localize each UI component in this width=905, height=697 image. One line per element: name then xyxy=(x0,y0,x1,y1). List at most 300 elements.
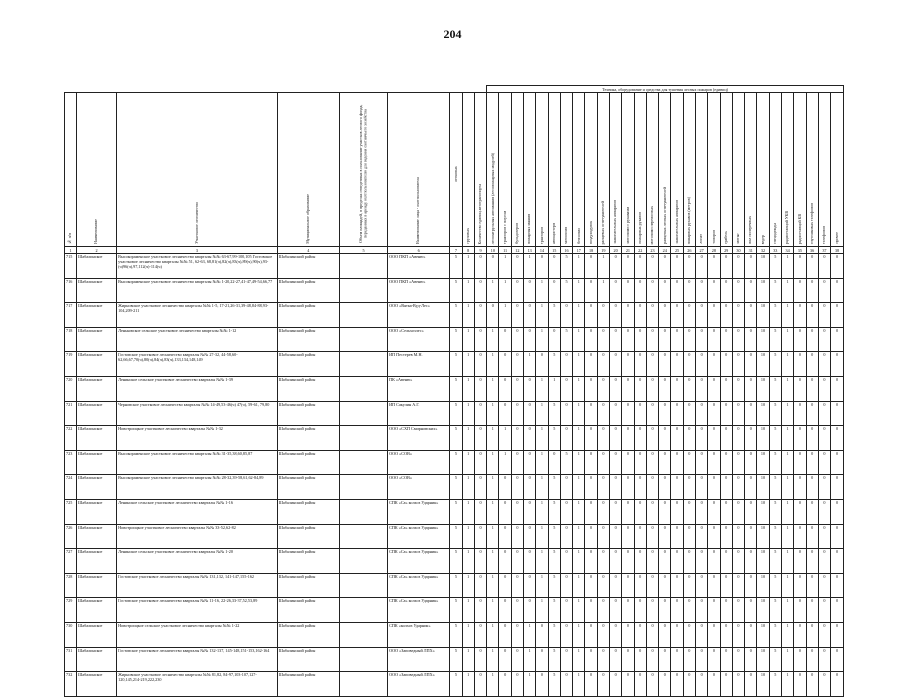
row-value: 0 xyxy=(474,254,486,279)
row-value: 0 xyxy=(524,303,536,328)
row-value: 0 xyxy=(695,450,707,475)
row-value: 1 xyxy=(781,303,793,328)
row-value: 0 xyxy=(794,499,806,524)
row-value: 0 xyxy=(732,352,744,377)
row-municipality: Шабалинский район xyxy=(277,401,339,426)
row-region: Шабалинское xyxy=(77,647,117,672)
row-value: 1 xyxy=(536,278,548,303)
row-region: Шабалинское xyxy=(77,254,117,279)
col-value-30-label: спутниковых телефонов xyxy=(808,202,814,244)
row-value: 1 xyxy=(487,327,499,352)
col-value-27 xyxy=(769,93,781,247)
row-value: 0 xyxy=(622,450,634,475)
row-value: 0 xyxy=(671,426,683,451)
row-value: 1 xyxy=(781,450,793,475)
col-value-8-label: тракторов xyxy=(538,226,544,244)
row-value: 5 xyxy=(548,672,560,697)
col-value-18-label: ранцевых лесных огнетушителей xyxy=(661,187,667,244)
row-value: 0 xyxy=(671,672,683,697)
row-hunting-ground: Ленинское сельское участковое лесничество кварталы №№ 1-39 xyxy=(117,376,278,401)
row-value: 0 xyxy=(585,352,597,377)
table-row xyxy=(65,622,844,647)
row-value: 0 xyxy=(831,622,844,647)
row-value: 0 xyxy=(474,598,486,623)
equipment-table xyxy=(64,85,844,697)
row-value: 1 xyxy=(499,426,511,451)
row-value: 0 xyxy=(646,598,658,623)
row-value: 1 xyxy=(573,647,585,672)
row-value: 1 xyxy=(487,499,499,524)
row-value: 0 xyxy=(794,376,806,401)
row-value: 5 xyxy=(769,647,781,672)
row-value: 0 xyxy=(683,327,695,352)
row-value: 0 xyxy=(806,672,818,697)
row-value: 5 xyxy=(450,303,462,328)
row-value: 1 xyxy=(781,622,793,647)
row-value: 0 xyxy=(634,549,646,574)
row-value: 0 xyxy=(610,450,622,475)
row-value: 0 xyxy=(806,426,818,451)
row-value: 1 xyxy=(487,401,499,426)
row-value: 1 xyxy=(573,303,585,328)
row-municipality: Шабалинский район xyxy=(277,573,339,598)
row-value: 0 xyxy=(610,524,622,549)
row-value: 0 xyxy=(695,475,707,500)
row-region: Шабалинское xyxy=(77,524,117,549)
column-number: 14 xyxy=(536,247,548,254)
table-row xyxy=(65,549,844,574)
row-value: 5 xyxy=(450,254,462,279)
col-value-15-label: мотопомп с рукавами xyxy=(624,207,630,244)
row-value: 0 xyxy=(683,549,695,574)
row-value: 0 xyxy=(745,524,757,549)
row-number: 721 xyxy=(65,401,77,426)
row-value: 0 xyxy=(794,426,806,451)
row-area xyxy=(339,303,387,328)
row-number: 728 xyxy=(65,573,77,598)
row-value: 0 xyxy=(646,426,658,451)
table-row xyxy=(65,573,844,598)
row-value: 1 xyxy=(781,573,793,598)
row-hunting-ground: Ленинское сельское участковое лесничество кварталы №№ 1-20 xyxy=(117,549,278,574)
col-value-8 xyxy=(536,93,548,247)
col-value-19-label: зажигательных аппаратов xyxy=(673,200,679,244)
row-value: 0 xyxy=(499,352,511,377)
row-value: 0 xyxy=(745,303,757,328)
row-value: 0 xyxy=(622,278,634,303)
row-value: 0 xyxy=(536,622,548,647)
row-value: 1 xyxy=(462,303,474,328)
row-value: 1 xyxy=(536,401,548,426)
row-region: Шабалинское xyxy=(77,426,117,451)
row-value: 0 xyxy=(499,647,511,672)
row-value: 0 xyxy=(524,327,536,352)
col-value-21 xyxy=(695,93,707,247)
row-value: 5 xyxy=(769,573,781,598)
row-user: ООО «СОВ» xyxy=(388,475,450,500)
row-value: 0 xyxy=(585,475,597,500)
row-value: 1 xyxy=(573,426,585,451)
row-value: 1 xyxy=(536,450,548,475)
row-area xyxy=(339,376,387,401)
row-hunting-ground: Леньковское сельское участковое лесничество кварталы №№ 1-12 xyxy=(117,327,278,352)
row-user: ООО ПКП «Авеню» xyxy=(388,278,450,303)
row-value: 1 xyxy=(487,376,499,401)
row-value: 0 xyxy=(634,499,646,524)
table-row xyxy=(65,254,844,279)
col-value-3-label: Количество единиц автотранспорта xyxy=(477,183,483,244)
row-value: 0 xyxy=(511,278,523,303)
row-municipality: Шабалинский район xyxy=(277,426,339,451)
row-area xyxy=(339,647,387,672)
col-value-18 xyxy=(659,93,671,247)
row-value: 0 xyxy=(524,450,536,475)
row-region: Шабалинское xyxy=(77,401,117,426)
row-value: 0 xyxy=(671,352,683,377)
row-value: 0 xyxy=(818,499,830,524)
row-value: 0 xyxy=(683,524,695,549)
row-region: Шабалинское xyxy=(77,549,117,574)
row-value: 0 xyxy=(831,647,844,672)
row-value: 0 xyxy=(560,475,572,500)
row-value: 0 xyxy=(720,376,732,401)
row-value: 0 xyxy=(597,475,609,500)
row-value: 0 xyxy=(585,426,597,451)
row-value: 1 xyxy=(499,450,511,475)
row-value: 5 xyxy=(769,376,781,401)
row-value: 0 xyxy=(683,401,695,426)
row-value: 1 xyxy=(462,598,474,623)
col-value-2 xyxy=(462,93,474,247)
col-value-12 xyxy=(585,93,597,247)
row-value: 0 xyxy=(671,327,683,352)
row-value: 0 xyxy=(695,524,707,549)
row-value: 0 xyxy=(695,647,707,672)
row-value: 0 xyxy=(745,573,757,598)
row-value: 0 xyxy=(622,524,634,549)
row-value: 0 xyxy=(511,254,523,279)
row-number: 727 xyxy=(65,549,77,574)
row-value: 5 xyxy=(769,327,781,352)
col-user-label: Наименование лица - охотпользователя xyxy=(415,176,421,244)
row-value: 0 xyxy=(695,598,707,623)
row-value: 0 xyxy=(610,549,622,574)
table-row xyxy=(65,450,844,475)
row-value: 0 xyxy=(634,622,646,647)
row-value: 5 xyxy=(548,549,560,574)
row-value: 0 xyxy=(818,254,830,279)
row-value: 1 xyxy=(462,499,474,524)
col-value-11 xyxy=(573,93,585,247)
row-value: 0 xyxy=(597,401,609,426)
row-value: 0 xyxy=(499,327,511,352)
row-value: 0 xyxy=(708,352,720,377)
row-value: 0 xyxy=(524,499,536,524)
row-value: 0 xyxy=(622,254,634,279)
row-value: 0 xyxy=(695,573,707,598)
row-value: 5 xyxy=(450,499,462,524)
row-hunting-ground: Ленинское сельское участковое лесничество кварталы №№ 1-16 xyxy=(117,499,278,524)
row-value: 0 xyxy=(818,303,830,328)
row-value: 0 xyxy=(708,426,720,451)
row-value: 0 xyxy=(671,573,683,598)
row-value: 0 xyxy=(806,327,818,352)
column-number: 15 xyxy=(548,247,560,254)
row-value: 1 xyxy=(462,549,474,574)
row-value: 1 xyxy=(536,524,548,549)
row-value: 0 xyxy=(720,672,732,697)
row-value: 0 xyxy=(548,278,560,303)
row-user: ООО «Сельхозлес» xyxy=(388,327,450,352)
row-value: 0 xyxy=(695,672,707,697)
row-value: 0 xyxy=(659,327,671,352)
row-value: 0 xyxy=(524,376,536,401)
table-row xyxy=(65,475,844,500)
row-value: 0 xyxy=(474,549,486,574)
column-number: 2 xyxy=(77,247,117,254)
row-value: 1 xyxy=(462,622,474,647)
row-value: 0 xyxy=(524,573,536,598)
row-value: 5 xyxy=(769,450,781,475)
row-value: 1 xyxy=(536,573,548,598)
row-hunting-ground: Гостовское участковое лесничество кварталы №№ 132-137, 145-148,151-153,162-164 xyxy=(117,647,278,672)
row-value: 1 xyxy=(781,352,793,377)
row-value: 0 xyxy=(818,672,830,697)
row-value: 0 xyxy=(511,401,523,426)
row-value: 0 xyxy=(732,598,744,623)
row-value: 0 xyxy=(597,647,609,672)
row-area xyxy=(339,450,387,475)
row-value: 1 xyxy=(781,499,793,524)
row-value: 0 xyxy=(560,573,572,598)
row-hunting-ground: Жирновское участковое лесничество кварталы №№ 1-5, 17-21,26-31,39-48,84-88,93-104,209-211 xyxy=(117,303,278,328)
row-value: 5 xyxy=(450,327,462,352)
row-value: 0 xyxy=(732,573,744,598)
column-number: 6 xyxy=(388,247,450,254)
row-region: Шабалинское xyxy=(77,499,117,524)
row-value: 0 xyxy=(831,499,844,524)
row-value: 1 xyxy=(462,475,474,500)
row-value: 0 xyxy=(610,352,622,377)
row-value: 0 xyxy=(499,524,511,549)
col-area xyxy=(339,93,387,247)
row-value: 5 xyxy=(769,254,781,279)
row-value: 5 xyxy=(450,622,462,647)
row-value: 0 xyxy=(536,672,548,697)
row-value: 1 xyxy=(536,303,548,328)
col-value-25-label: пил поперечных xyxy=(747,216,753,244)
col-value-20-label: пожарных рукавов (метров) xyxy=(686,196,692,244)
row-area xyxy=(339,573,387,598)
row-number: 717 xyxy=(65,303,77,328)
row-value: 0 xyxy=(610,376,622,401)
row-number: 722 xyxy=(65,426,77,451)
row-value: 0 xyxy=(610,647,622,672)
row-value: 0 xyxy=(634,573,646,598)
row-value: 0 xyxy=(708,549,720,574)
col-value-1 xyxy=(450,93,462,247)
row-value: 0 xyxy=(683,499,695,524)
row-number: 715 xyxy=(65,254,77,279)
row-value: 5 xyxy=(548,647,560,672)
row-value: 1 xyxy=(536,598,548,623)
row-value: 0 xyxy=(683,352,695,377)
row-value: 0 xyxy=(818,278,830,303)
row-value: 0 xyxy=(499,598,511,623)
row-value: 10 xyxy=(757,376,769,401)
row-value: 0 xyxy=(806,352,818,377)
row-value: 0 xyxy=(683,647,695,672)
row-value: 0 xyxy=(560,549,572,574)
row-value: 0 xyxy=(695,278,707,303)
col-value-4-label: лесопатрульных автомашин (лесопожарных модулей) xyxy=(489,152,495,244)
row-value: 0 xyxy=(597,303,609,328)
row-region: Шабалинское xyxy=(77,573,117,598)
row-value: 0 xyxy=(646,549,658,574)
row-value: 0 xyxy=(745,647,757,672)
row-value: 0 xyxy=(732,475,744,500)
row-value: 0 xyxy=(720,450,732,475)
row-value: 5 xyxy=(769,475,781,500)
table-row xyxy=(65,672,844,697)
col-user xyxy=(388,93,450,247)
row-value: 0 xyxy=(806,303,818,328)
row-value: 0 xyxy=(806,450,818,475)
row-value: 0 xyxy=(610,401,622,426)
col-value-10 xyxy=(560,93,572,247)
col-value-29 xyxy=(794,93,806,247)
row-value: 5 xyxy=(548,303,560,328)
row-value: 1 xyxy=(462,376,474,401)
col-value-26-label: ведер xyxy=(759,234,765,244)
row-value: 0 xyxy=(646,401,658,426)
row-value: 0 xyxy=(745,499,757,524)
row-value: 0 xyxy=(597,524,609,549)
col-value-29-label: радиостанций КВ xyxy=(796,213,802,244)
col-value-17 xyxy=(646,93,658,247)
row-value: 0 xyxy=(732,327,744,352)
row-value: 0 xyxy=(622,622,634,647)
row-value: 0 xyxy=(511,549,523,574)
row-value: 0 xyxy=(708,376,720,401)
row-value: 5 xyxy=(769,672,781,697)
row-value: 0 xyxy=(794,573,806,598)
row-value: 0 xyxy=(794,278,806,303)
row-value: 5 xyxy=(769,352,781,377)
row-area xyxy=(339,672,387,697)
row-value: 0 xyxy=(487,303,499,328)
row-value: 0 xyxy=(659,450,671,475)
row-region: Шабалинское xyxy=(77,475,117,500)
row-value: 1 xyxy=(536,327,548,352)
row-number: 725 xyxy=(65,499,77,524)
row-value: 0 xyxy=(610,598,622,623)
row-value: 10 xyxy=(757,352,769,377)
row-value: 0 xyxy=(634,598,646,623)
row-value: 0 xyxy=(536,254,548,279)
row-value: 0 xyxy=(474,352,486,377)
row-value: 1 xyxy=(487,450,499,475)
row-value: 0 xyxy=(659,303,671,328)
column-number: 27 xyxy=(695,247,707,254)
row-value: 0 xyxy=(671,647,683,672)
row-value: 5 xyxy=(548,598,560,623)
row-value: 0 xyxy=(671,622,683,647)
row-value: 0 xyxy=(511,573,523,598)
row-hunting-ground: Гостовское участковое лесничество кварталы №№ 131,132, 141-147,155-162 xyxy=(117,573,278,598)
col-value-3 xyxy=(474,93,486,247)
col-value-16-label: пожарных рукавов xyxy=(636,212,642,244)
row-value: 5 xyxy=(450,475,462,500)
row-value: 0 xyxy=(695,327,707,352)
row-value: 0 xyxy=(474,499,486,524)
row-value: 0 xyxy=(597,327,609,352)
col-area-label: Объем площадей, в пределах отведенных в пользование участков лесного фонда, переданных в аренду охотпользователю для ведения охотничьего хозяйства xyxy=(357,104,368,244)
row-value: 0 xyxy=(831,426,844,451)
row-value: 5 xyxy=(548,401,560,426)
row-value: 0 xyxy=(524,475,536,500)
row-value: 0 xyxy=(499,672,511,697)
row-value: 1 xyxy=(487,549,499,574)
row-value: 0 xyxy=(806,524,818,549)
row-value: 0 xyxy=(499,499,511,524)
row-value: 1 xyxy=(462,450,474,475)
row-value: 0 xyxy=(745,450,757,475)
row-value: 5 xyxy=(560,278,572,303)
row-number: 718 xyxy=(65,327,77,352)
row-value: 0 xyxy=(745,327,757,352)
row-value: 0 xyxy=(474,426,486,451)
row-value: 0 xyxy=(659,647,671,672)
row-value: 0 xyxy=(646,450,658,475)
table-row xyxy=(65,327,844,352)
row-hunting-ground: Черновское участковое лесничество кварталы №№ 14-49,53-46(ч) 47(ч), 59-61, 79,80 xyxy=(117,401,278,426)
row-value: 5 xyxy=(450,401,462,426)
column-number: 20 xyxy=(610,247,622,254)
row-value: 0 xyxy=(474,573,486,598)
row-value: 5 xyxy=(769,622,781,647)
row-value: 1 xyxy=(487,672,499,697)
row-value: 1 xyxy=(781,598,793,623)
row-value: 0 xyxy=(708,598,720,623)
row-value: 10 xyxy=(757,672,769,697)
row-hunting-ground: Высокораменское участковое лесничество кварталы №№ 28-32,39-58,61,62-84,89 xyxy=(117,475,278,500)
row-value: 0 xyxy=(646,622,658,647)
row-value: 0 xyxy=(732,549,744,574)
col-value-9 xyxy=(548,93,560,247)
row-value: 0 xyxy=(708,647,720,672)
column-number: 18 xyxy=(585,247,597,254)
row-region: Шабалинское xyxy=(77,598,117,623)
row-value: 1 xyxy=(573,278,585,303)
row-value: 5 xyxy=(769,499,781,524)
row-value: 0 xyxy=(794,254,806,279)
column-number: 32 xyxy=(757,247,769,254)
row-value: 1 xyxy=(781,254,793,279)
col-value-11-label: бензопил xyxy=(575,228,581,244)
row-value: 5 xyxy=(450,376,462,401)
row-number: 720 xyxy=(65,376,77,401)
row-value: 0 xyxy=(671,303,683,328)
row-value: 1 xyxy=(548,376,560,401)
col-value-26 xyxy=(757,93,769,247)
col-value-6 xyxy=(511,93,523,247)
row-value: 0 xyxy=(695,499,707,524)
row-value: 5 xyxy=(548,426,560,451)
row-user: ПК «Авеню» xyxy=(388,376,450,401)
row-value: 0 xyxy=(474,327,486,352)
col-value-5-label: тракторов с плугом xyxy=(501,211,507,244)
